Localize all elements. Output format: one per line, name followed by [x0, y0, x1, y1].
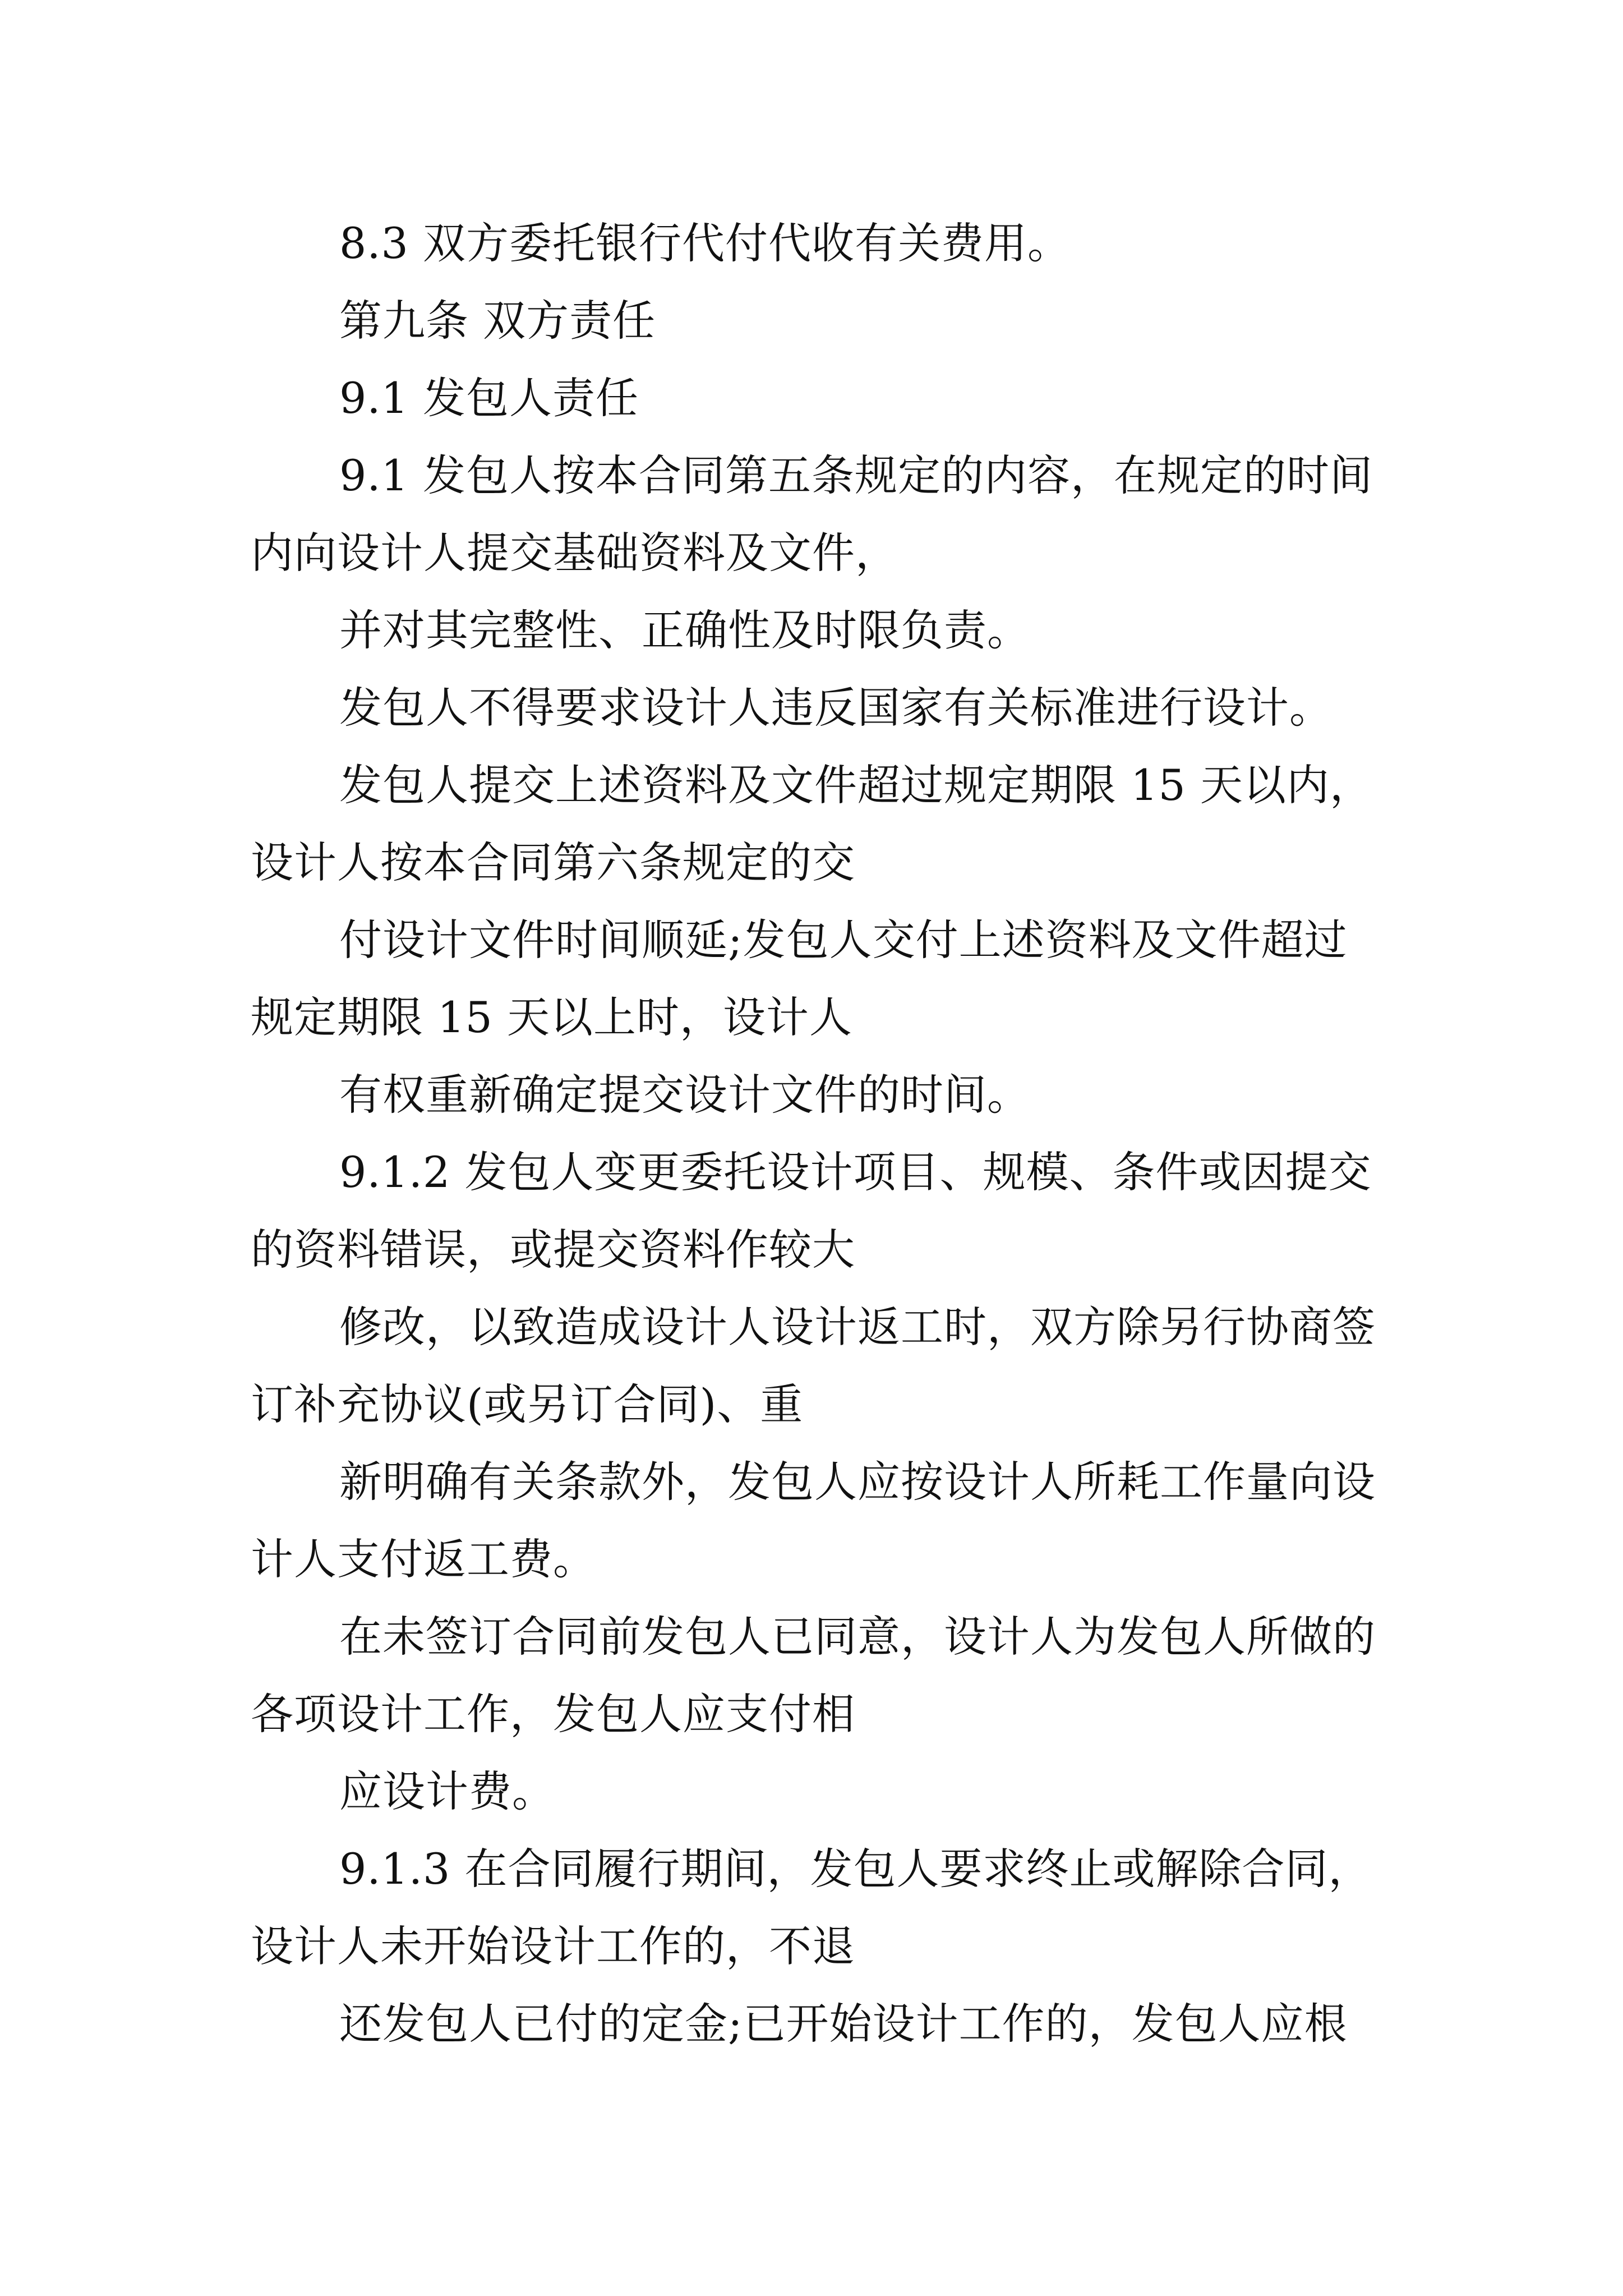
text-line: 订补充协议(或另订合同)、重 [251, 1379, 804, 1429]
text-line: 付设计文件时间顺延;发包人交付上述资料及文件超过 [339, 915, 1348, 965]
text-line: 内向设计人提交基础资料及文件， [251, 528, 898, 578]
text-line: 的资料错误，或提交资料作较大 [251, 1225, 855, 1274]
subsection-heading: 9.1 发包人责任 [339, 373, 639, 423]
document-body [251, 205, 1395, 2063]
text-line: 9.1.3 在合同履行期间，发包人要求终止或解除合同， [339, 1844, 1372, 1894]
text-line: 还发包人已付的定金;已开始设计工作的，发包人应根 [339, 1999, 1348, 2049]
text-line: 各项设计工作，发包人应支付相 [251, 1689, 855, 1739]
text-line: 新明确有关条款外，发包人应按设计人所耗工作量向设 [339, 1457, 1376, 1507]
text-line: 规定期限 15 天以上时，设计人 [251, 992, 853, 1042]
section-heading: 第九条 双方责任 [339, 296, 656, 346]
text-line: 应设计费。 [339, 1766, 555, 1816]
text-line: 计人支付返工费。 [251, 1534, 596, 1584]
text-line: 设计人未开始设计工作的，不退 [251, 1921, 855, 1971]
text-line: 8.3 双方委托银行代付代收有关费用。 [339, 218, 1071, 268]
text-line: 修改，以致造成设计人设计返工时，双方除另行协商签 [339, 1302, 1376, 1352]
text-line: 发包人不得要求设计人违反国家有关标准进行设计。 [339, 683, 1332, 733]
text-line: 并对其完整性、正确性及时限负责。 [339, 605, 1030, 655]
text-line: 9.1 发包人按本合同第五条规定的内容，在规定的时间 [339, 450, 1373, 500]
text-line: 发包人提交上述资料及文件超过规定期限 15 天以内， [339, 760, 1373, 810]
text-line: 设计人按本合同第六条规定的交 [251, 838, 855, 887]
text-line: 有权重新确定提交设计文件的时间。 [339, 1070, 1030, 1120]
text-line: 9.1.2 发包人变更委托设计项目、规模、条件或因提交 [339, 1147, 1372, 1197]
text-line: 在未签订合同前发包人已同意，设计人为发包人所做的 [339, 1612, 1376, 1662]
